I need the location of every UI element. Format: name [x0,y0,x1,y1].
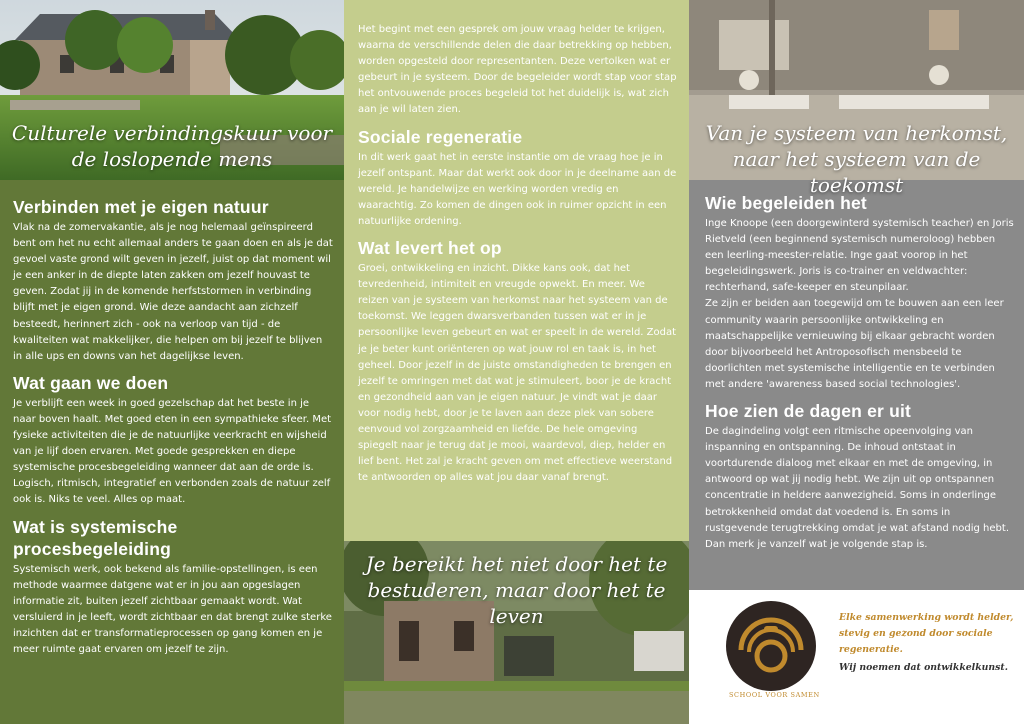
body-systemic: Systemisch werk, ook bekend als familie-opstellingen, is een methode waarmee datgene wat er in jou aan opgeslagen informatie zit, buiten jezelf zichtbaar gemaakt wordt. Wat versluierd in je leeft, wordt zichtbaar en dat brengt zulke sterke inzichten dat er transformatieprocessen op gang komen en je meer ruimte gaat ervaren om jezelf te zijn. [13,563,332,655]
body-who-2: Ze zijn er beiden aan toegewijd om te bouwen aan een leer community waarin persoonlijke ontwikkeling en maatschappelijke vernieuwing bij elkaar gebracht worden door bijvoorbeeld het Antroposofisch mensbeeld te doorlichten met systemische intelligentie en te verbinden met andere 'awareness based social technologies'. [705,298,1004,390]
quote-line-2: Wij noemen dat ontwikkelkunst. [839,662,1008,673]
footer-logo-block [689,590,1024,724]
school-name: SCHOOL VOOR SAMEN [729,691,820,699]
panel-left [0,0,344,724]
section-result [358,237,677,486]
section-what-we-do [13,372,334,509]
section-systemic [13,516,334,659]
body-result: Groei, ontwikkeling en inzicht. Dikke kans ook, dat het tevredenheid, intimiteit en vreugde opwekt. En meer. We reizen van je systeem van herkomst naar het systeem van de toekomst. We leggen dwarsverbanden tussen wat er in je persoonlijke leven gebeurt en wat er speelt in de wereld. Zodat je je beter kunt oriënteren op wat jouw rol en taak is, in het geheel. Door jezelf in de juiste omstandigheden te brengen en jezelf te omringen met dat wat je stimuleert, boor je de kracht en gezondheid aan van je eigen natuur. Je vindt wat je daar voor nodig hebt, door je te laven aan deze plek van sobere eenvoud vol zorgzaamheid en liefde. De hele omgeving spiegelt naar je terug dat je mooi, waardevol, diep, helder en lief bent. Het zal je kracht geven om met effectieve weerstand te antwoorden op alles wat jou daar vanaf brengt. [358,263,677,484]
section-days [705,400,1014,553]
body-who: Inge Knoope (een doorgewinterd systemisch teacher) en Joris Rietveld (een beginnend systemisch numeroloog) hebben een leerling-meester-relatie. Inge gaat voorop in het begeleidingswerk. Joris is co-trainer en veldwachter: rechterhand, safe-keeper en steunpilaar. [705,218,1014,294]
section-connect [13,196,334,365]
school-logo-icon [725,600,817,692]
heading-result: Wat levert het op [358,238,502,259]
panel2-caption: Je bereikt het niet door het te bestuderen, maar door het te leven [365,552,668,628]
heading-who: Wie begeleiden het [705,193,867,213]
panel1-caption: Culturele verbindingskuur voor de loslopende mens [11,121,333,171]
heading-regeneration: Sociale regeneratie [358,126,523,147]
heading-connect: Verbinden met je eigen natuur [13,197,269,217]
footer-quote [839,610,1019,676]
heading-what-we-do: Wat gaan we doen [13,372,169,393]
heading-days: Hoe zien de dagen er uit [705,401,912,422]
body-connect: Vlak na de zomervakantie, als je nog helemaal geïnspireerd bent om het nu echt allemaal anders te gaan doen en als je dat gevoel vaste grond wilt geven in jezelf, juist op dat moment wil je een anker in de diepte laten zakken om jezelf houvast te geven. Zodat jij in de komende herfststormen in verbinding blijft met je eigen grond. Wie deze aandacht aan zichzelf besteedt, herinnert zich - ook na verloop van tijd - de kwaliteiten wat makkelijker, die helpen om bij jezelf te blijven in alle ups en downs van het dagelijkse leven. [13,222,333,362]
section-regeneration [358,126,677,230]
body-days: De dagindeling volgt een ritmische opeenvolging van inspanning en ontspanning. De inhoud ontstaat in voortdurende dialoog met elkaar en met de omgeving, in antwoord op wat jij nodig hebt. We zijn uit op ontspannen concentratie in heldere aanwezigheid. Soms in onderlinge betrokkenheid omdat dat voedend is. En soms in rustgevende terugtrekking omdat je wat afstand nodig hebt. Dan merk je vanzelf wat je volgende stap is. [705,426,1009,550]
panel-middle [344,0,689,724]
body-what-we-do: Je verblijft een week in goed gezelschap dat het beste in je naar boven haalt. Met goed eten in een sympathieke sfeer. Met fysieke activiteiten die je de natuurlijke veerkracht en wijsheid van je lijf doen ervaren. Met goede gesprekken en diepe systemische procesbegeleiding wanneer dat aan de orde is. Logisch, ritmisch, integratief en verbonden zoals de natuur zelf ook is. Niks te veel. Alles op maat. [13,397,332,506]
panel2-intro: Het begint met een gesprek om jouw vraag helder te krijgen, waarna de verschillende delen die daar betrekking op hebben, worden opgesteld door representanten. Deze vertolken wat er gebeurt in je systeem. Door de begeleider wordt stap voor stap het ontvouwende proces begeleid tot het duidelijk is, wat zich aan je wil laten zien. [358,24,677,116]
panel3-text [705,192,1014,560]
heading-systemic: Wat is systemische procesbegeleiding [13,516,178,559]
quote-line-1: Elke samenwerking wordt helder, stevig en gezond door sociale regeneratie. [839,612,1014,655]
body-regeneration: In dit werk gaat het in eerste instantie om de vraag hoe je in jezelf ontspant. Maar dat werkt ook door in je deelname aan de wereld. Je handelwijze en werking worden vredig en waarachtig. Zo komen de dingen ook in ruimer opzicht in een natuurlijke ordening. [358,151,677,227]
panel2-text [358,22,677,493]
section-who [705,192,1014,393]
panel1-text [13,196,334,665]
panel3-caption: Van je systeem van herkomst, naar het systeem van de toekomst [705,121,1008,197]
